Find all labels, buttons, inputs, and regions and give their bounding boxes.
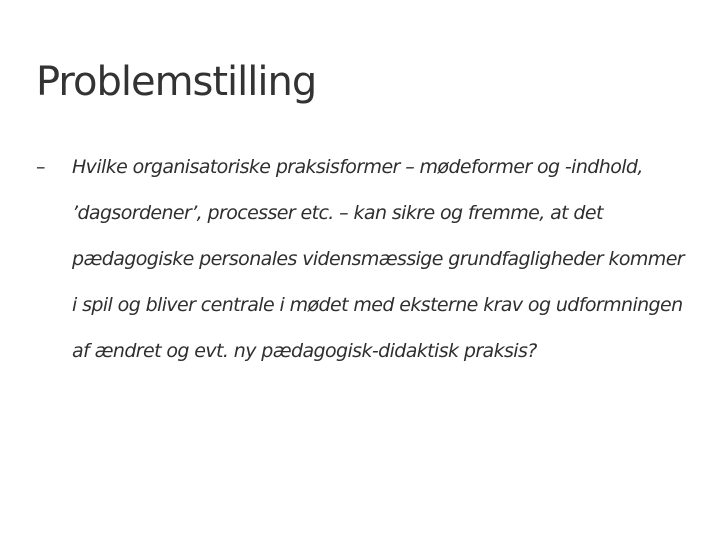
bullet-text: Hvilke organisatoriske praksisformer – mødeformer og -indhold, ’dagsordener’, processer etc. – kan sikre og fremme, at det pædagogiske personales vidensmæssige grundfagligheder kommer i spil og bliver centrale i mødet med eksterne krav og udformningen af ændret og evt. ny pædagogisk-didaktisk praksis?: [72, 156, 685, 362]
bullet-item: [36, 144, 686, 374]
bullet-list: [36, 144, 686, 374]
bullet-dash-icon: –: [36, 156, 45, 178]
slide-title: Problemstilling: [36, 59, 317, 105]
